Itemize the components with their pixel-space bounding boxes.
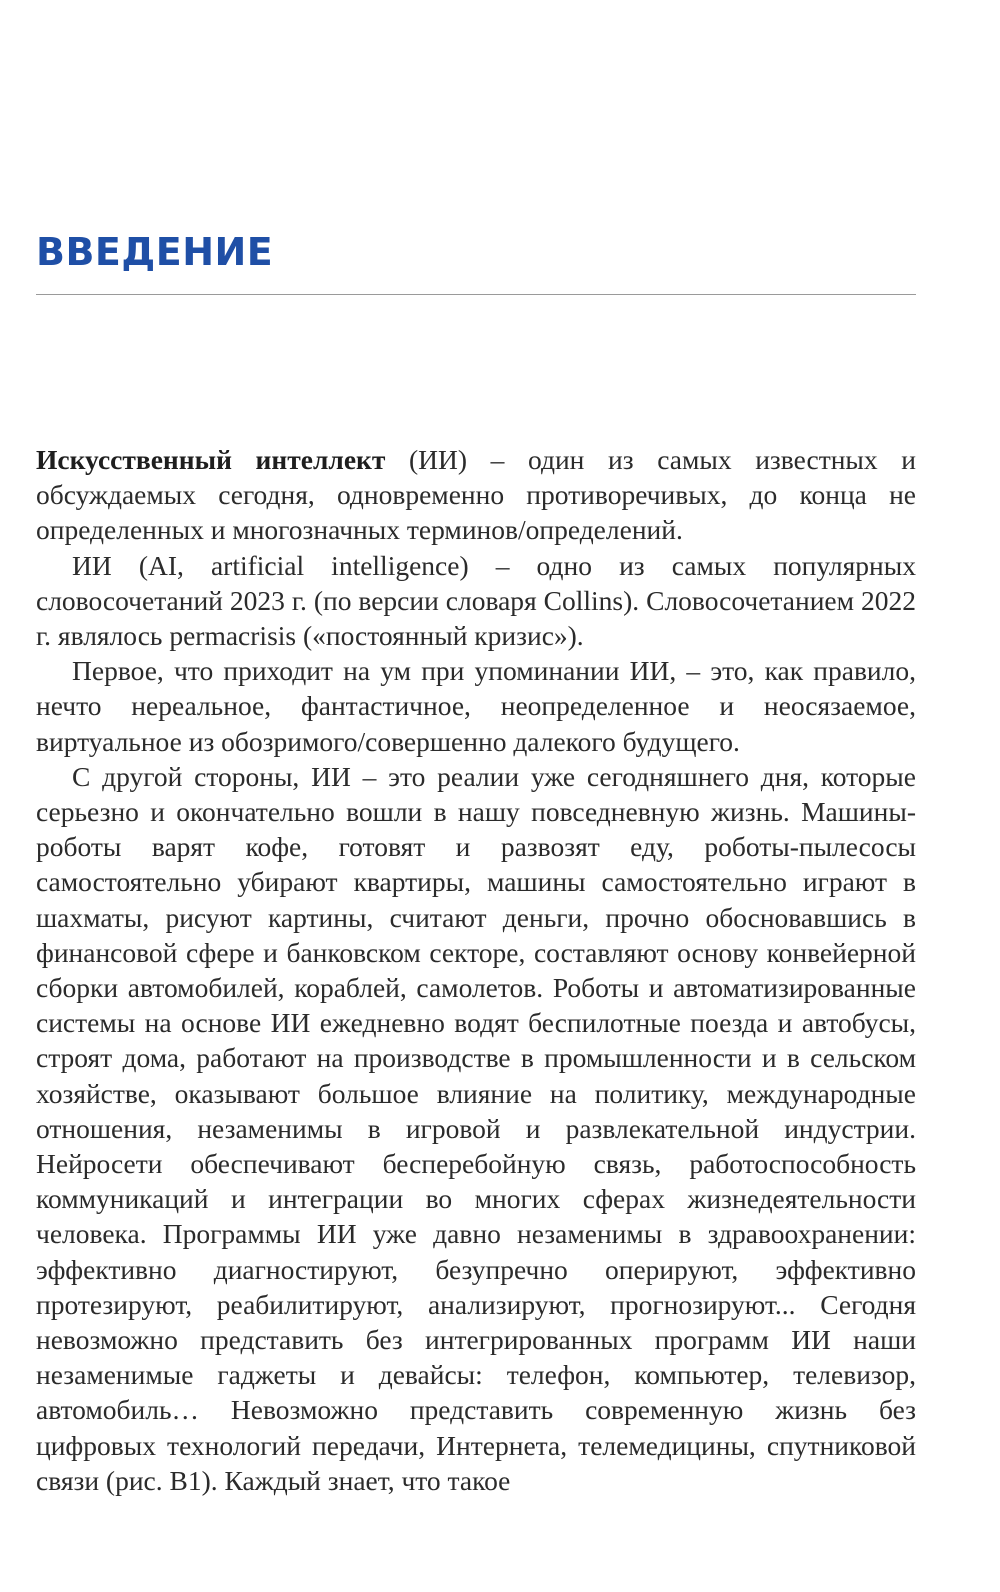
paragraph-definition — [36, 442, 916, 548]
paragraph-everyday-reality: С другой стороны, ИИ – это реалии уже сегодняшнего дня, которые серьезно и окончательно вошли в нашу повседневную жизнь. Машины-роботы варят кофе, готовят и развозят еду, роботы-пылесосы самостоятельно убирают квартиры, машины самостоятельно играют в шахматы, рисуют картины, считают деньги, прочно обосновавшись в финансовой сфере и банковском секторе, составляют основу конвейерной сборки автомобилей, кораблей, самолетов. Роботы и автоматизированные системы на основе ИИ ежедневно водят беспилотные поезда и автобусы, строят дома, работают на производстве в промышленности и в сельском хозяйстве, оказывают большое влияние на политику, международные отношения, незаменимы в игровой и развлекательной индустрии. Нейросети обеспечивают бесперебойную связь, работоспособность коммуникаций и интеграции во многих сферах жизнедеятельности человека. Программы ИИ уже давно незаменимы в здравоохранении: эффективно диагностируют, безупречно оперируют, эффективно протезируют, реабилитируют, анализируют, прогнозируют... Сегодня невозможно представить без интегрированных программ ИИ наши незаменимые гаджеты и девайсы: телефон, компьютер, телевизор, автомобиль… Невозможно представить современную жизнь без цифровых технологий передачи, Интернета, телемедицины, спутниковой связи (рис. В1). Каждый знает, что такое — [36, 760, 916, 1496]
body-text — [36, 442, 916, 1498]
paragraph-text: (ИИ) – один из самых известных и обсуждаемых сегодня, одновременно противоречивых, до конца не определенных и многозначных терминов/определений. — [36, 444, 916, 546]
defined-term: Искусственный интеллект — [36, 444, 386, 475]
chapter-title: ВВЕДЕНИЕ — [36, 230, 274, 274]
paragraph-first-impression: Первое, что приходит на ум при упоминании ИИ, – это, как правило, нечто нереальное, фантастичное, неопределенное и неосязаемое, виртуальное из обозримого/совершенно далекого будущего. — [36, 655, 916, 757]
title-divider — [36, 294, 916, 295]
paragraph-ai-word-of-year: ИИ (AI, artificial intelligence) – одно из самых популярных словосочетаний 2023 г. (по версии словаря Collins). Словосочетанием 2022 г. являлось permacrisis («постоянный кризис»). — [36, 549, 916, 652]
